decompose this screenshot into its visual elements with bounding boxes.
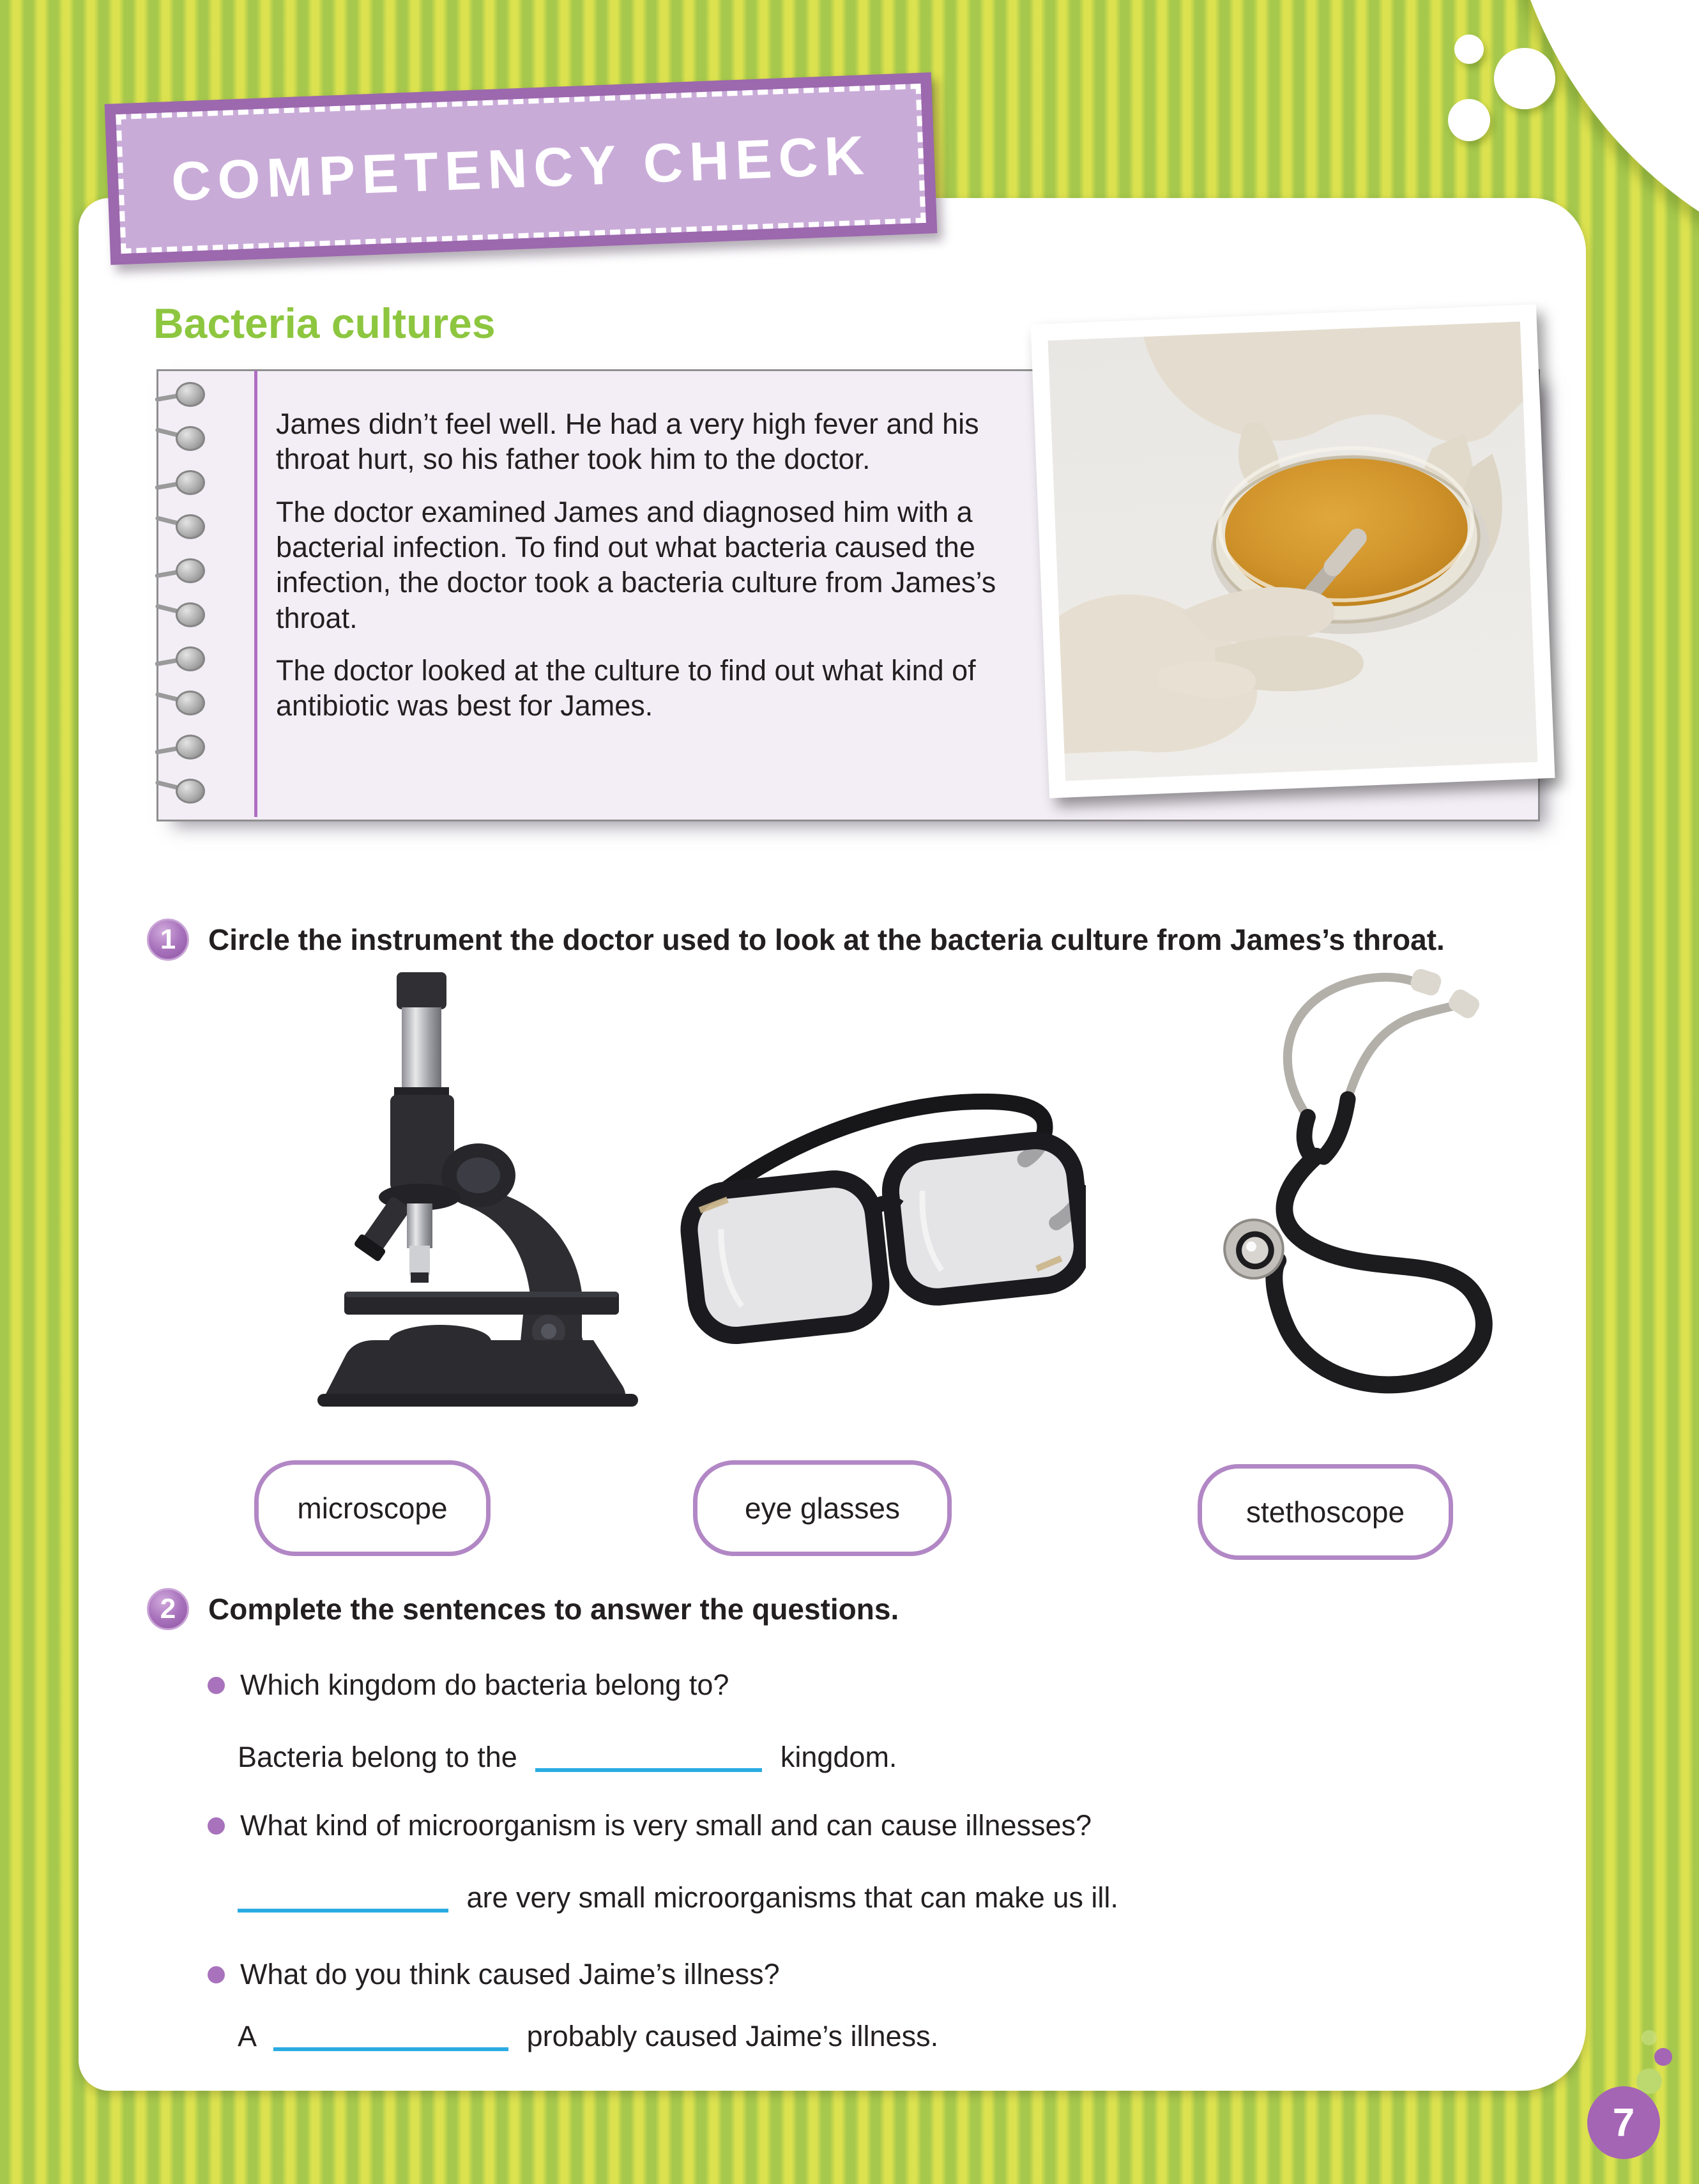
- binder-pin-icon: [176, 514, 205, 539]
- answer-suffix: are very small microorganisms that can make us ill.: [466, 1881, 1118, 1914]
- binder-pin-icon: [176, 691, 205, 715]
- microscope-icon: [248, 972, 639, 1407]
- sub-question-text: What kind of microorganism is very small and can cause illnesses?: [240, 1809, 1092, 1842]
- competency-check-banner: [105, 72, 938, 265]
- instrument-label-text: eye glasses: [745, 1492, 900, 1525]
- eye-glasses-icon: [639, 1051, 1086, 1346]
- sub-question-illness-cause: [208, 1958, 780, 1991]
- instrument-label-text: stethoscope: [1246, 1495, 1405, 1529]
- answer-blank-microorganism[interactable]: [238, 1877, 448, 1913]
- answer-prefix: Bacteria belong to the: [238, 1741, 517, 1773]
- binder-pin-icon: [176, 426, 205, 451]
- instrument-stethoscope-image[interactable]: [1177, 947, 1547, 1398]
- binder-pin-icon: [176, 646, 205, 671]
- sub-question-text: Which kingdom do bacteria belong to?: [240, 1669, 729, 1701]
- instrument-microscope-image[interactable]: [248, 972, 639, 1407]
- binder-pin-icon: [176, 735, 205, 760]
- sub-question-text: What do you think caused Jaime’s illness?: [240, 1958, 780, 1990]
- page-title: Bacteria cultures: [153, 300, 496, 347]
- answer-sentence-microorganism: [238, 1877, 1118, 1914]
- banner-title: COMPETENCY CHECK: [170, 124, 872, 213]
- story-paragraph: The doctor examined James and diagnosed him with a bacterial infection. To find out what bacteria caused the infection, the doctor took a bacteria culture from James’s throat.: [276, 495, 996, 634]
- instrument-label-stethoscope[interactable]: [1198, 1464, 1453, 1560]
- question-1-text: Circle the instrument the doctor used to look at the bacteria culture from James’s throat.: [208, 923, 1445, 956]
- answer-blank-kingdom[interactable]: [535, 1736, 762, 1772]
- stethoscope-icon: [1177, 947, 1547, 1398]
- answer-sentence-illness-cause: [238, 2015, 938, 2053]
- decorative-dot: [1654, 2048, 1672, 2066]
- answer-sentence-kingdom: [238, 1736, 897, 1774]
- sub-question-microorganism: [208, 1809, 1092, 1842]
- bullet-icon: [208, 1677, 225, 1694]
- decorative-circle: [1494, 48, 1555, 109]
- story-text: [276, 406, 1020, 741]
- instrument-label-text: microscope: [297, 1492, 448, 1525]
- decorative-circle: [1448, 99, 1490, 141]
- question-2: [147, 1588, 1552, 1630]
- petri-dish-photo-image: [1048, 321, 1537, 781]
- question-2-number-badge: 2: [147, 1588, 189, 1630]
- instrument-label-microscope[interactable]: [254, 1460, 491, 1556]
- page-number-badge: 7: [1587, 2086, 1660, 2159]
- bullet-icon: [208, 1817, 225, 1835]
- story-paragraph: James didn’t feel well. He had a very high fever and his throat hurt, so his father took him to the doctor.: [276, 408, 979, 476]
- instrument-label-eye-glasses[interactable]: [693, 1460, 952, 1556]
- decorative-dot: [1642, 2030, 1657, 2045]
- instrument-eye-glasses-image[interactable]: [639, 1051, 1086, 1346]
- answer-suffix: kingdom.: [780, 1741, 897, 1773]
- binder-pin-icon: [176, 382, 205, 407]
- banner-dashed-frame: [116, 84, 926, 254]
- bullet-icon: [208, 1966, 225, 1983]
- answer-prefix: A: [238, 2020, 255, 2052]
- binder-pin-icon: [176, 558, 205, 583]
- notebook-margin-line: [254, 370, 257, 817]
- binder-pin-icon: [176, 470, 205, 495]
- question-1-number-badge: 1: [147, 919, 189, 961]
- answer-blank-illness-cause[interactable]: [273, 2015, 508, 2051]
- petri-dish-photo: [1030, 304, 1555, 798]
- binder-pin-icon: [176, 779, 205, 804]
- answer-suffix: probably caused Jaime’s illness.: [526, 2020, 939, 2052]
- decorative-circle: [1454, 34, 1484, 64]
- notebook-binder-pins: [156, 369, 214, 818]
- binder-pin-icon: [176, 602, 205, 627]
- story-paragraph: The doctor looked at the culture to find out what kind of antibiotic was best for James.: [276, 654, 976, 722]
- sub-question-kingdom: [208, 1669, 729, 1702]
- question-2-text: Complete the sentences to answer the questions.: [208, 1592, 899, 1626]
